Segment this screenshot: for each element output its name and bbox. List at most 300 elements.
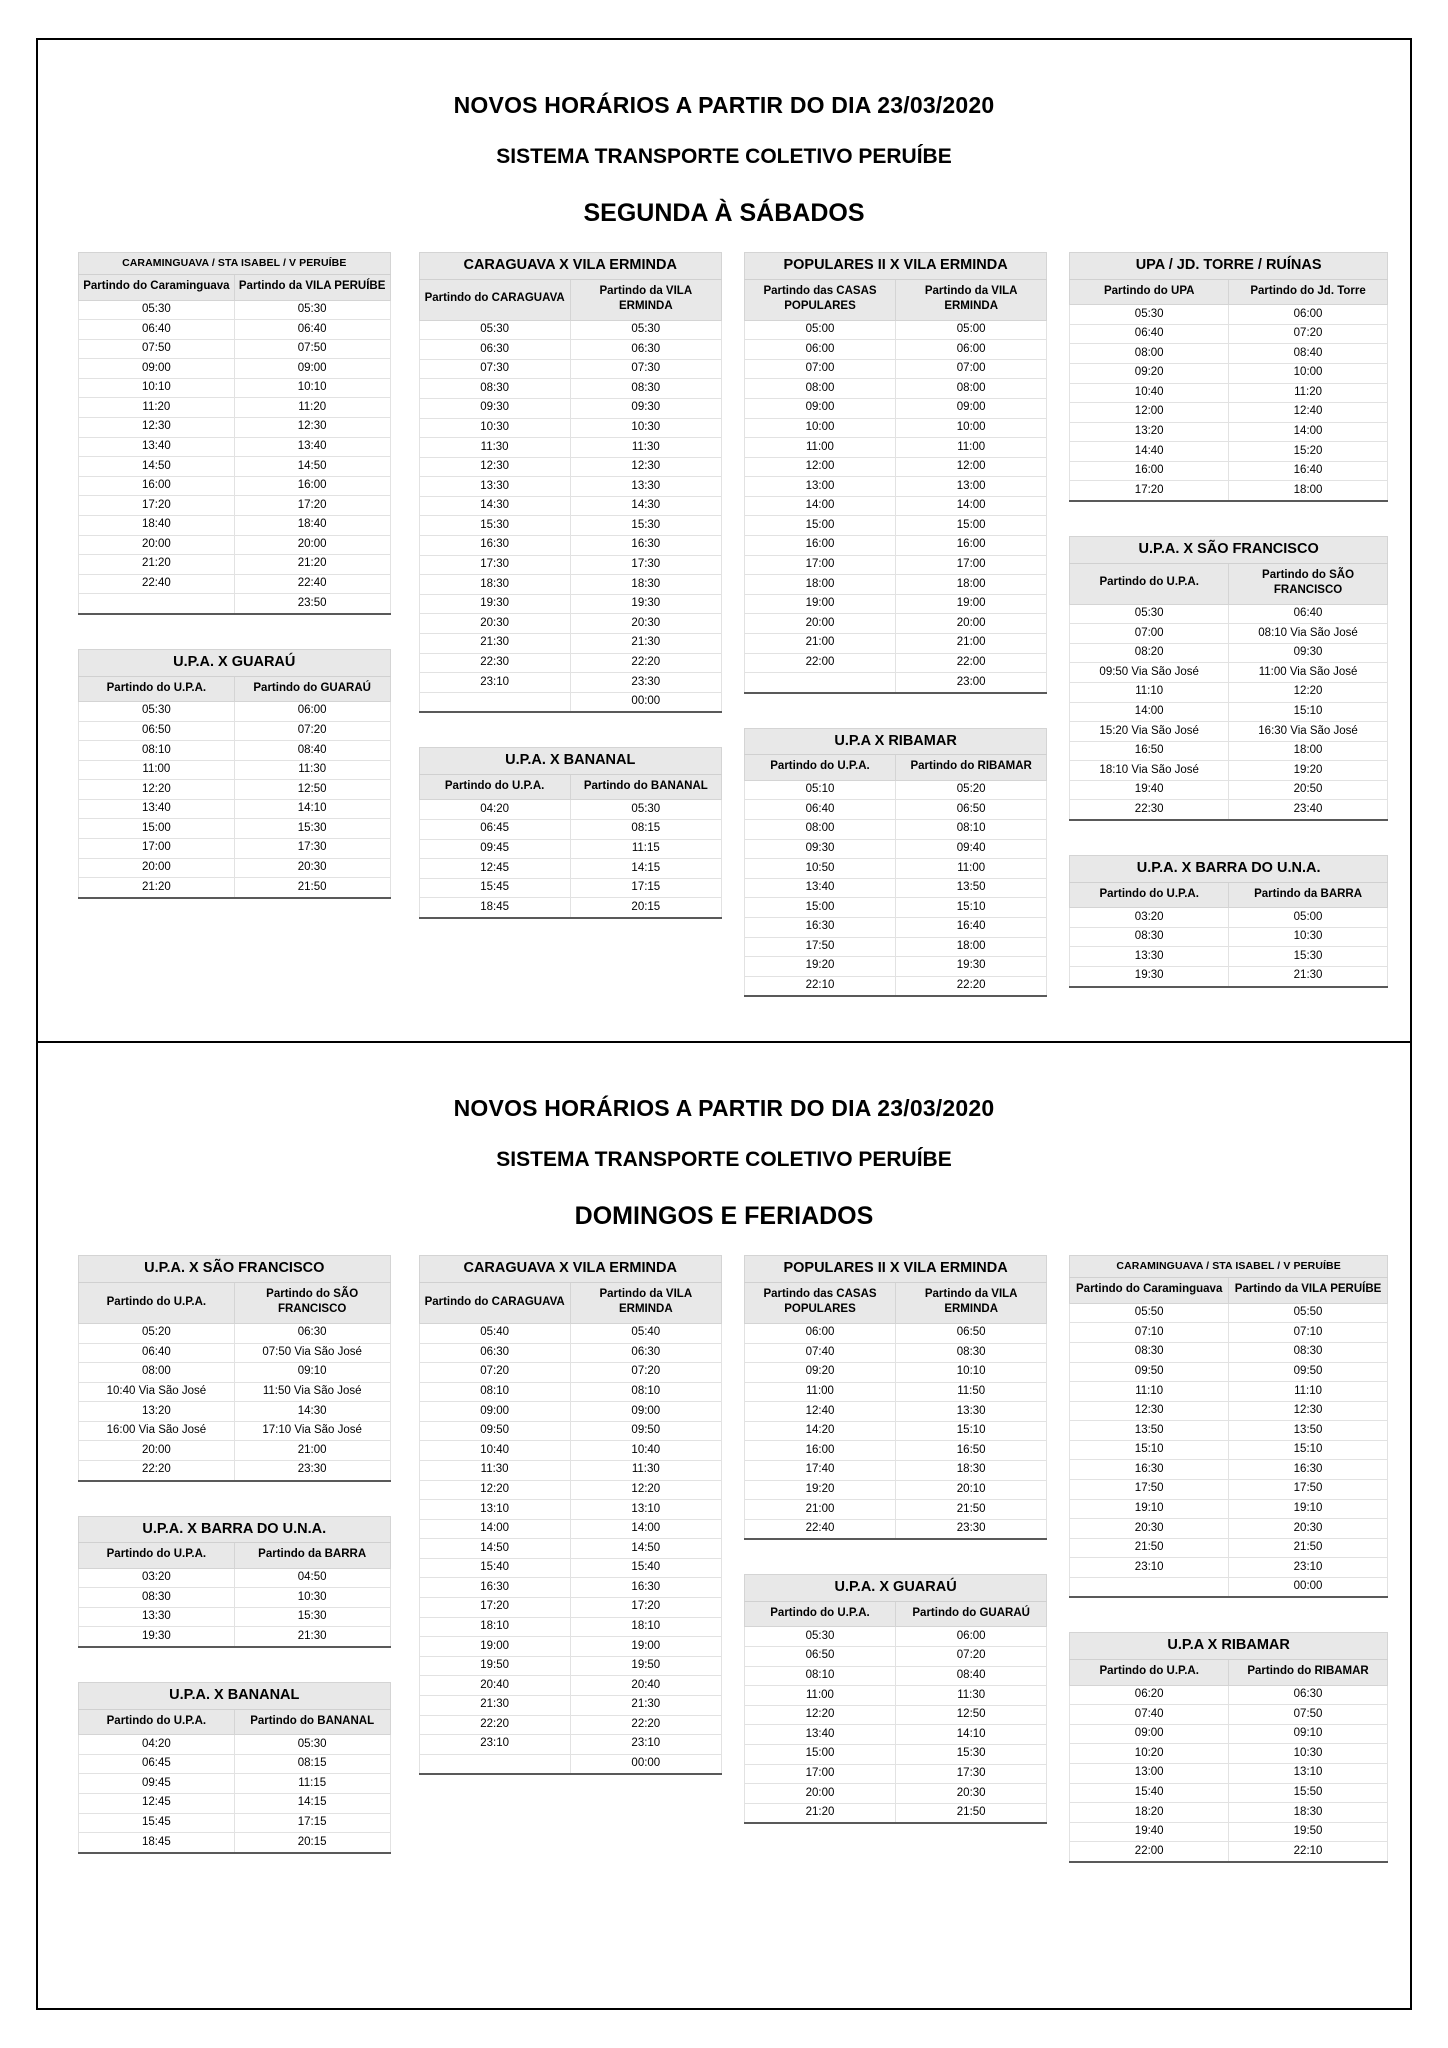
departure-time-cell: 09:20: [1070, 363, 1229, 383]
table-row: [744, 898, 1046, 918]
timetable-populares-erminda-sab: [744, 252, 1047, 694]
column-header: Partindo do SÃO FRANCISCO: [234, 1282, 390, 1323]
departure-time-cell: 05:30: [1070, 305, 1229, 325]
departure-time-cell: 06:50: [79, 721, 235, 741]
departure-time-cell: 07:50 Via São José: [234, 1343, 390, 1363]
departure-time-cell: 16:50: [896, 1441, 1047, 1461]
departure-time-cell: 08:40: [234, 741, 390, 761]
table-row: [1070, 1499, 1388, 1519]
table-row: [744, 633, 1046, 653]
table-row: [419, 496, 721, 516]
departure-time-cell: 12:50: [234, 780, 390, 800]
table-row: [744, 1441, 1046, 1461]
timetable-populares-erminda-dom: [744, 1255, 1047, 1540]
departure-time-cell: 22:00: [896, 653, 1047, 673]
column-1: [60, 252, 419, 1031]
table-row: [744, 800, 1046, 820]
departure-time-cell: 18:30: [570, 575, 721, 595]
departure-time-cell: 21:20: [79, 878, 235, 898]
section-sunday-panel: [36, 1043, 1412, 2010]
departure-time-cell: 13:30: [570, 477, 721, 497]
departure-time-cell: [79, 594, 235, 614]
table-row: [744, 477, 1046, 497]
departure-time-cell: 13:40: [79, 799, 235, 819]
departure-time-cell: 20:30: [1229, 1519, 1388, 1539]
departure-time-cell: 15:40: [570, 1558, 721, 1578]
departure-time-cell: 09:10: [234, 1363, 390, 1383]
departure-time-cell: 11:20: [234, 398, 390, 418]
departure-time-cell: 21:00: [744, 1500, 895, 1520]
departure-time-cell: 06:40: [234, 320, 390, 340]
departure-time-cell: 14:10: [896, 1725, 1047, 1745]
departure-time-cell: 06:45: [419, 820, 570, 840]
departure-time-cell: 20:15: [234, 1833, 390, 1853]
departure-time-cell: 11:00: [744, 1382, 895, 1402]
departure-time-cell: 05:30: [79, 300, 235, 320]
table-row: [79, 858, 391, 878]
departure-time-cell: 15:10: [1229, 702, 1388, 722]
table-row: [79, 594, 391, 614]
table-row: [1070, 1803, 1388, 1823]
column-header: Partindo do CARAGUAVA: [419, 1282, 570, 1323]
departure-time-cell: 20:00: [79, 535, 235, 555]
table-row: [744, 780, 1046, 800]
departure-time-cell: 12:50: [896, 1705, 1047, 1725]
departure-time-cell: 10:10: [896, 1363, 1047, 1383]
table-row: [1070, 1705, 1388, 1725]
timetable-title: U.P.A. X BARRA DO U.N.A.: [79, 1516, 391, 1543]
table-row: [744, 1460, 1046, 1480]
departure-time-cell: 05:30: [234, 1735, 390, 1755]
table-row: [1070, 1577, 1388, 1597]
table-row: [419, 1676, 721, 1696]
departure-time-cell: 20:00: [79, 1441, 235, 1461]
table-row: [1070, 442, 1388, 462]
table-row: [419, 898, 721, 918]
departure-time-cell: 22:20: [896, 976, 1047, 996]
departure-time-cell: 12:45: [419, 859, 570, 879]
departure-time-cell: 21:30: [234, 1627, 390, 1647]
table-row: [744, 438, 1046, 458]
departure-time-cell: 11:00: [896, 438, 1047, 458]
departure-time-cell: 09:30: [419, 399, 570, 419]
departure-time-cell: 16:30: [570, 536, 721, 556]
departure-time-cell: 13:40: [744, 878, 895, 898]
table-row: [419, 614, 721, 634]
departure-time-cell: 15:10: [896, 898, 1047, 918]
departure-time-cell: 12:20: [419, 1480, 570, 1500]
table-row: [79, 378, 391, 398]
column-header: Partindo da VILA PERUÍBE: [1229, 1278, 1388, 1304]
table-row: [419, 359, 721, 379]
departure-time-cell: 10:30: [1229, 927, 1388, 947]
departure-time-cell: 20:30: [419, 614, 570, 634]
timetable-upa-bananal-sab: [419, 747, 722, 919]
departure-time-cell: 15:00: [744, 1744, 895, 1764]
departure-time-cell: 16:00: [79, 476, 235, 496]
departure-time-cell: 06:30: [419, 340, 570, 360]
departure-time-cell: 22:20: [79, 1460, 235, 1480]
departure-time-cell: 20:00: [744, 614, 895, 634]
departure-time-cell: 05:30: [570, 800, 721, 820]
departure-time-cell: 20:00: [234, 535, 390, 555]
departure-time-cell: 17:50: [744, 937, 895, 957]
departure-time-cell: 19:50: [570, 1656, 721, 1676]
table-row: [419, 418, 721, 438]
table-row: [744, 457, 1046, 477]
departure-time-cell: 21:20: [234, 555, 390, 575]
departure-time-cell: 23:40: [1229, 800, 1388, 820]
table-row: [419, 859, 721, 879]
departure-time-cell: 00:00: [570, 1754, 721, 1774]
departure-time-cell: 09:45: [79, 1774, 235, 1794]
column-header: Partindo do U.P.A.: [79, 676, 235, 702]
column-header: Partindo da VILA ERMINDA: [570, 1282, 721, 1323]
column-3: [744, 1255, 1069, 1998]
departure-time-cell: 22:40: [234, 574, 390, 594]
departure-time-cell: 16:30: [744, 917, 895, 937]
departure-time-cell: 12:30: [1229, 1401, 1388, 1421]
departure-time-cell: 20:00: [79, 858, 235, 878]
departure-time-cell: 06:40: [1070, 324, 1229, 344]
departure-time-cell: 06:30: [234, 1323, 390, 1343]
departure-time-cell: 06:30: [1229, 1685, 1388, 1705]
column-header: Partindo do U.P.A.: [419, 774, 570, 800]
departure-time-cell: 08:15: [570, 820, 721, 840]
timetable-upa-bananal-dom: [78, 1682, 391, 1854]
table-row: [744, 1519, 1046, 1539]
departure-time-cell: 07:50: [1229, 1705, 1388, 1725]
departure-time-cell: 05:20: [896, 780, 1047, 800]
column-header: Partindo da VILA ERMINDA: [896, 1282, 1047, 1323]
departure-time-cell: 11:15: [570, 839, 721, 859]
table-row: [79, 320, 391, 340]
table-row: [79, 476, 391, 496]
table-row: [79, 1363, 391, 1383]
departure-time-cell: 08:00: [79, 1363, 235, 1383]
departure-time-cell: 05:30: [79, 702, 235, 722]
table-row: [1070, 702, 1388, 722]
table-row: [1070, 1538, 1388, 1558]
table-row: [419, 457, 721, 477]
table-row: [1070, 403, 1388, 423]
departure-time-cell: 08:10 Via São José: [1229, 624, 1388, 644]
departure-time-cell: 10:30: [570, 418, 721, 438]
table-row: [744, 575, 1046, 595]
departure-time-cell: 04:50: [234, 1568, 390, 1588]
departure-time-cell: 21:50: [896, 1803, 1047, 1823]
table-row: [79, 359, 391, 379]
departure-time-cell: 08:20: [1070, 643, 1229, 663]
departure-time-cell: 13:30: [79, 1607, 235, 1627]
departure-time-cell: 10:50: [744, 859, 895, 879]
table-row: [744, 1647, 1046, 1667]
table-row: [79, 339, 391, 359]
departure-time-cell: 21:00: [744, 633, 895, 653]
departure-time-cell: 18:45: [79, 1833, 235, 1853]
departure-time-cell: 07:40: [744, 1343, 895, 1363]
table-row: [1070, 1685, 1388, 1705]
table-row: [79, 1382, 391, 1402]
departure-time-cell: 18:00: [1229, 481, 1388, 501]
departure-time-cell: 14:30: [419, 496, 570, 516]
table-row: [79, 1774, 391, 1794]
departure-time-cell: 14:50: [234, 457, 390, 477]
departure-time-cell: 07:10: [1229, 1323, 1388, 1343]
table-row: [744, 820, 1046, 840]
departure-time-cell: 18:20: [1070, 1803, 1229, 1823]
departure-time-cell: 15:10: [1229, 1440, 1388, 1460]
departure-time-cell: 17:15: [570, 878, 721, 898]
table-row: [744, 1803, 1046, 1823]
table-row: [1070, 1303, 1388, 1323]
departure-time-cell: 06:00: [234, 702, 390, 722]
timetable-upa-ribamar-sab: [744, 728, 1047, 998]
departure-time-cell: 08:40: [1229, 344, 1388, 364]
table-row: [79, 878, 391, 898]
departure-time-cell: [419, 692, 570, 712]
departure-time-cell: 19:00: [570, 1637, 721, 1657]
departure-time-cell: 13:00: [1070, 1763, 1229, 1783]
section-weekday-titles: [60, 66, 1388, 234]
table-row: [79, 1793, 391, 1813]
departure-time-cell: 22:00: [1070, 1842, 1229, 1862]
departure-time-cell: 13:10: [570, 1500, 721, 1520]
table-row: [419, 438, 721, 458]
table-row: [1070, 383, 1388, 403]
section-weekday-panel: [36, 38, 1412, 1043]
departure-time-cell: 14:00: [1229, 422, 1388, 442]
departure-time-cell: 09:30: [1229, 643, 1388, 663]
departure-time-cell: 11:50: [896, 1382, 1047, 1402]
departure-time-cell: 12:20: [570, 1480, 721, 1500]
departure-time-cell: 03:20: [1070, 908, 1229, 928]
table-row: [79, 839, 391, 859]
table-row: [419, 399, 721, 419]
departure-time-cell: 16:00: [896, 536, 1047, 556]
departure-time-cell: 23:30: [896, 1519, 1047, 1539]
column-1: [60, 1255, 419, 1998]
departure-time-cell: 12:20: [744, 1705, 895, 1725]
table-row: [419, 633, 721, 653]
table-row: [744, 536, 1046, 556]
departure-time-cell: 15:00: [744, 516, 895, 536]
departure-time-cell: 05:00: [1229, 908, 1388, 928]
departure-time-cell: 14:50: [570, 1539, 721, 1559]
departure-time-cell: 15:30: [234, 819, 390, 839]
departure-time-cell: 11:30: [896, 1686, 1047, 1706]
departure-time-cell: 13:10: [419, 1500, 570, 1520]
departure-time-cell: 16:50: [1070, 741, 1229, 761]
table-row: [1070, 780, 1388, 800]
departure-time-cell: 05:20: [79, 1323, 235, 1343]
table-row: [419, 1343, 721, 1363]
table-row: [1070, 1440, 1388, 1460]
page-subtitle: SISTEMA TRANSPORTE COLETIVO PERUÍBE: [496, 145, 952, 168]
departure-time-cell: 10:10: [234, 378, 390, 398]
departure-time-cell: 11:00: [79, 760, 235, 780]
departure-time-cell: 12:30: [419, 457, 570, 477]
departure-time-cell: 15:30: [570, 516, 721, 536]
column-header: Partindo do CARAGUAVA: [419, 279, 570, 320]
column-header: Partindo do Caraminguava: [1070, 1278, 1229, 1304]
departure-time-cell: 09:00: [1070, 1724, 1229, 1744]
departure-time-cell: 11:30: [234, 760, 390, 780]
departure-time-cell: 11:10: [1070, 682, 1229, 702]
departure-time-cell: 17:30: [570, 555, 721, 575]
table-row: [744, 1744, 1046, 1764]
table-row: [1070, 1342, 1388, 1362]
departure-time-cell: 06:50: [896, 800, 1047, 820]
column-header: Partindo das CASAS POPULARES: [744, 279, 895, 320]
timetable-title: U.P.A. X GUARAÚ: [79, 649, 391, 676]
column-header: Partindo do RIBAMAR: [1229, 1660, 1388, 1686]
departure-time-cell: 05:30: [570, 320, 721, 340]
table-row: [79, 574, 391, 594]
timetable-upa-barra-una-sab: [1069, 855, 1388, 988]
table-row: [1070, 604, 1388, 624]
departure-time-cell: 11:00: [744, 1686, 895, 1706]
timetable-upa-guarau-dom: [744, 1574, 1047, 1824]
departure-time-cell: 12:40: [744, 1402, 895, 1422]
departure-time-cell: 20:40: [570, 1676, 721, 1696]
departure-time-cell: 22:20: [570, 653, 721, 673]
departure-time-cell: 08:10: [744, 1666, 895, 1686]
departure-time-cell: 13:40: [744, 1725, 895, 1745]
page-subtitle: SISTEMA TRANSPORTE COLETIVO PERUÍBE: [496, 1148, 952, 1172]
departure-time-cell: 07:50: [234, 339, 390, 359]
departure-time-cell: 08:00: [1070, 344, 1229, 364]
section-sunday-titles: [60, 1069, 1388, 1237]
departure-time-cell: 17:50: [1229, 1480, 1388, 1500]
departure-time-cell: 06:30: [570, 1343, 721, 1363]
table-row: [744, 839, 1046, 859]
table-row: [744, 496, 1046, 516]
departure-time-cell: 14:20: [744, 1421, 895, 1441]
table-row: [79, 1323, 391, 1343]
departure-time-cell: 07:20: [419, 1363, 570, 1383]
departure-time-cell: 15:40: [419, 1558, 570, 1578]
timetable-title: UPA / JD. TORRE / RUÍNAS: [1070, 253, 1388, 280]
departure-time-cell: 07:20: [234, 721, 390, 741]
departure-time-cell: 23:10: [419, 1735, 570, 1755]
column-header: Partindo das CASAS POPULARES: [744, 1282, 895, 1323]
section-sunday-columns: [60, 1237, 1388, 1998]
table-row: [1070, 966, 1388, 986]
departure-time-cell: 07:00: [744, 359, 895, 379]
departure-time-cell: 08:10: [896, 820, 1047, 840]
departure-time-cell: 06:40: [1229, 604, 1388, 624]
departure-time-cell: 08:30: [1070, 927, 1229, 947]
departure-time-cell: 08:10: [79, 741, 235, 761]
departure-time-cell: 19:40: [1070, 1822, 1229, 1842]
departure-time-cell: 15:30: [419, 516, 570, 536]
departure-time-cell: 22:20: [419, 1715, 570, 1735]
table-row: [79, 799, 391, 819]
departure-time-cell: 21:00: [896, 633, 1047, 653]
departure-time-cell: 06:40: [79, 320, 235, 340]
departure-time-cell: 23:30: [570, 673, 721, 693]
column-header: Partindo da BARRA: [1229, 882, 1388, 908]
departure-time-cell: 05:00: [744, 320, 895, 340]
departure-time-cell: 19:40: [1070, 780, 1229, 800]
departure-time-cell: 19:10: [1229, 1499, 1388, 1519]
table-row: [419, 820, 721, 840]
departure-time-cell: 05:10: [744, 780, 895, 800]
column-header: Partindo do U.P.A.: [744, 1601, 895, 1627]
table-row: [1070, 461, 1388, 481]
table-row: [744, 399, 1046, 419]
table-row: [419, 536, 721, 556]
departure-time-cell: 16:00: [234, 476, 390, 496]
table-row: [744, 418, 1046, 438]
departure-time-cell: 20:30: [234, 858, 390, 878]
table-row: [1070, 1842, 1388, 1862]
departure-time-cell: 06:00: [1229, 305, 1388, 325]
table-row: [419, 516, 721, 536]
departure-time-cell: 22:20: [570, 1715, 721, 1735]
departure-time-cell: 18:10: [419, 1617, 570, 1637]
departure-time-cell: 11:30: [419, 1460, 570, 1480]
timetable-upa-barra-una-dom: [78, 1516, 391, 1649]
timetable-title: CARAGUAVA X VILA ERMINDA: [419, 253, 721, 280]
table-row: [744, 957, 1046, 977]
table-row: [1070, 324, 1388, 344]
departure-time-cell: 07:30: [419, 359, 570, 379]
page-title: NOVOS HORÁRIOS A PARTIR DO DIA 23/03/2020: [453, 1095, 995, 1122]
table-row: [79, 418, 391, 438]
table-row: [419, 1695, 721, 1715]
departure-time-cell: 18:30: [896, 1460, 1047, 1480]
departure-time-cell: 10:00: [744, 418, 895, 438]
departure-time-cell: 07:00: [896, 359, 1047, 379]
column-header: Partindo do U.P.A.: [79, 1709, 235, 1735]
departure-time-cell: 15:00: [744, 898, 895, 918]
table-row: [744, 1382, 1046, 1402]
table-row: [419, 1715, 721, 1735]
timetable-title: U.P.A. X BANANAL: [79, 1683, 391, 1710]
departure-time-cell: 09:50 Via São José: [1070, 663, 1229, 683]
departure-time-cell: 07:50: [79, 339, 235, 359]
table-row: [1070, 481, 1388, 501]
table-row: [419, 1402, 721, 1422]
column-header: Partindo do U.P.A.: [79, 1543, 235, 1569]
table-row: [1070, 761, 1388, 781]
table-row: [744, 359, 1046, 379]
table-row: [79, 555, 391, 575]
departure-time-cell: 05:30: [744, 1627, 895, 1647]
departure-time-cell: 14:00: [419, 1519, 570, 1539]
departure-time-cell: 20:40: [419, 1676, 570, 1696]
departure-time-cell: 14:40: [1070, 442, 1229, 462]
table-row: [744, 917, 1046, 937]
departure-time-cell: 23:00: [896, 673, 1047, 693]
departure-time-cell: 23:50: [234, 594, 390, 614]
departure-time-cell: 08:00: [896, 379, 1047, 399]
departure-time-cell: 12:30: [1070, 1401, 1229, 1421]
table-row: [419, 1578, 721, 1598]
departure-time-cell: 07:30: [570, 359, 721, 379]
departure-time-cell: 19:00: [744, 594, 895, 614]
departure-time-cell: 17:00: [79, 839, 235, 859]
departure-time-cell: 19:10: [1070, 1499, 1229, 1519]
departure-time-cell: 09:00: [79, 359, 235, 379]
table-row: [79, 300, 391, 320]
table-row: [744, 555, 1046, 575]
departure-time-cell: 06:50: [896, 1323, 1047, 1343]
departure-time-cell: 23:30: [234, 1460, 390, 1480]
departure-time-cell: 09:40: [896, 839, 1047, 859]
